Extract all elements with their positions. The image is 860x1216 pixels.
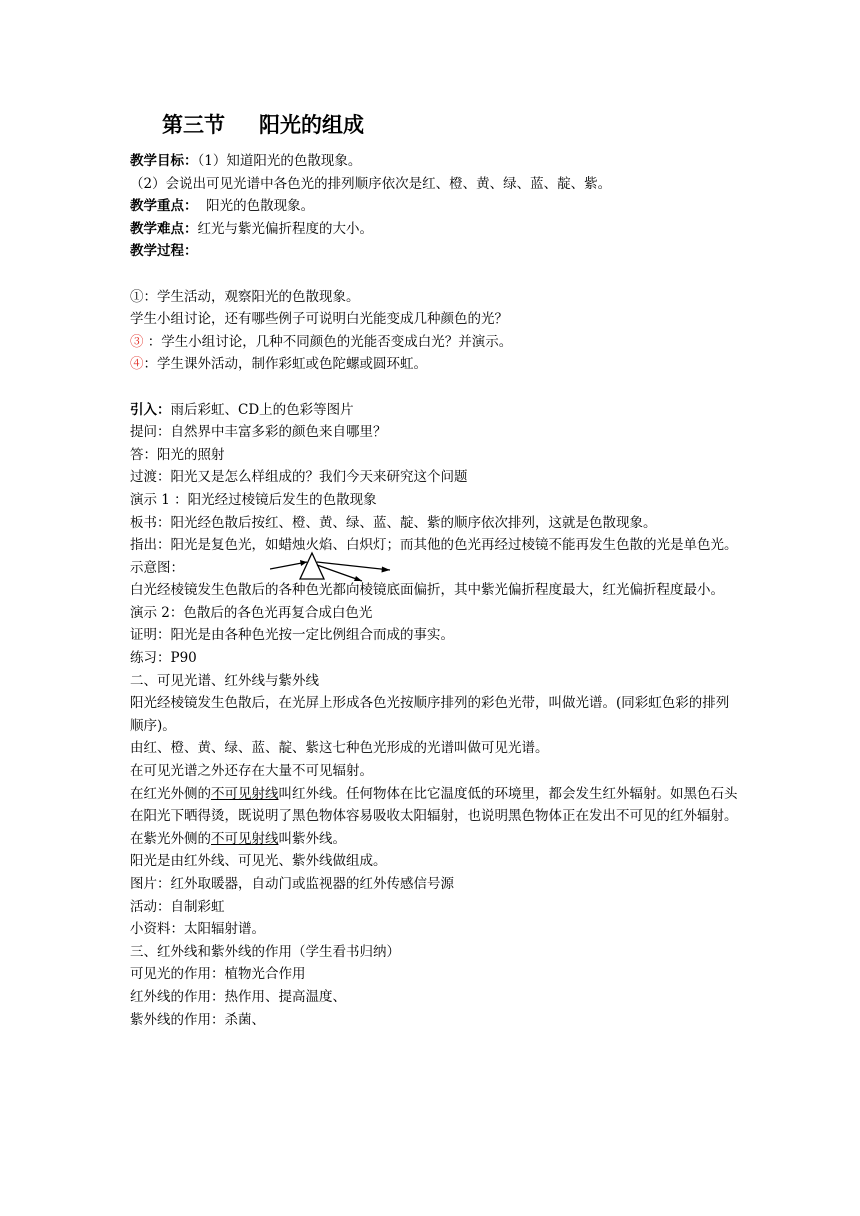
text-line: 板书：阳光经色散后按红、橙、黄、绿、蓝、靛、紫的顺序依次排列，这就是色散现象。 (130, 514, 657, 531)
goals-label: 教学目标： (130, 153, 198, 169)
text-line: 演示 2：色散后的各色光再复合成白色光 (130, 604, 373, 621)
section-heading: 三、红外线和紫外线的作用（学生看书归纳） (130, 943, 400, 960)
goals-line-2: （2）会说出可见光谱中各色光的排列顺序依次是红、橙、黄、绿、蓝、靛、紫。 (130, 175, 612, 192)
diagram-line (130, 557, 740, 580)
point-out-paragraph: 指出：阳光是复色光，如蜡烛火焰、白炽灯；而其他的色光再经过棱镜不能再发生色散的光是单色光。 (130, 537, 738, 554)
focus-line (130, 195, 740, 218)
document-page (130, 110, 740, 1031)
goals-item-1: （1）知道阳光的色散现象。 (197, 153, 362, 169)
focus-text: 阳光的色散现象。 (197, 198, 315, 215)
dispersed-arrowhead-2 (354, 576, 362, 581)
difficulty-text: 红光与紫光偏折程度的大小。 (197, 220, 373, 237)
text-line: 练习：P90 (130, 650, 197, 667)
activity-item (130, 353, 740, 376)
deflection-paragraph: 白光经棱镜发生色散后的各种色光都向棱镜底面偏折，其中紫光偏折程度最大，红光偏折程度最小。 (130, 582, 724, 599)
text-line: 过渡：阳光又是怎么样组成的？我们今天来研究这个问题 (130, 469, 468, 486)
text-line: 可见光的作用：植物光合作用 (130, 966, 306, 983)
goals-line-1 (130, 150, 740, 173)
process-line (130, 240, 740, 263)
text-line: 由红、橙、黄、绿、蓝、靛、紫这七种色光形成的光谱叫做可见光谱。 (130, 740, 549, 757)
infrared-paragraph (130, 783, 740, 828)
activity-text: ：学生课外活动，制作彩虹或色陀螺或圆环虹。 (143, 356, 427, 373)
prism-diagram (270, 551, 395, 591)
focus-label: 教学重点： (130, 198, 198, 215)
intro-line (130, 399, 740, 422)
intro-label: 引入： (130, 401, 171, 418)
text-line: 在可见光谱之外还存在大量不可见辐射。 (130, 763, 373, 780)
difficulty-label: 教学难点： (130, 220, 198, 237)
infrared-pre: 在红光外侧的 (130, 785, 211, 802)
activity-item (130, 331, 740, 354)
title-section: 第三节 (162, 113, 225, 137)
ultraviolet-underlined: 不可见射线 (211, 830, 279, 847)
activity-marker: ③ (130, 333, 144, 350)
activity-item (130, 286, 740, 309)
section-heading: 二、可见光谱、红外线与紫外线 (130, 672, 319, 689)
intro-text: 雨后彩虹、CD上的色彩等图片 (170, 401, 354, 418)
ultraviolet-post: 叫紫外线。 (278, 830, 346, 847)
activity-text: ：学生小组讨论，几种不同颜色的光能否变成白光？并演示。 (143, 333, 513, 350)
text-line: 提问：自然界中丰富多彩的颜色来自哪里？ (130, 424, 387, 441)
infrared-underlined: 不可见射线 (211, 785, 279, 802)
page-title (162, 110, 740, 140)
dispersed-arrowhead-1 (382, 566, 391, 572)
text-line: 小资料：太阳辐射谱。 (130, 921, 265, 938)
ultraviolet-line (130, 828, 740, 851)
title-topic: 阳光的组成 (259, 113, 364, 137)
activity-text: 学生小组讨论，还有哪些例子可说明白光能变成几种颜色的光？ (130, 311, 508, 328)
activity-marker: ④ (130, 356, 144, 373)
text-line: 图片：红外取暖器，自动门或监视器的红外传感信号源 (130, 876, 454, 892)
text-line: 紫外线的作用：杀菌、 (130, 1011, 265, 1028)
ultraviolet-pre: 在紫光外侧的 (130, 830, 211, 847)
activity-item (130, 308, 740, 331)
diagram-label: 示意图： (130, 559, 184, 576)
activity-marker: ① (130, 288, 144, 305)
text-line: 活动：自制彩虹 (130, 898, 225, 915)
text-line: 红外线的作用：热作用、提高温度、 (130, 988, 346, 1005)
text-line: 答：阳光的照射 (130, 446, 225, 463)
process-label: 教学过程： (130, 243, 198, 260)
activity-text: ：学生活动，观察阳光的色散现象。 (143, 288, 360, 305)
difficulty-line (130, 218, 740, 241)
text-line: 阳光是由红外线、可见光、紫外线做组成。 (130, 853, 387, 870)
text-line: 证明：阳光是由各种色光按一定比例组合而成的事实。 (130, 627, 454, 644)
spectrum-paragraph: 阳光经棱镜发生色散后，在光屏上形成各色光按顺序排列的彩色光带，叫做光谱。(同彩虹色彩的排列顺序)。 (130, 695, 730, 734)
infrared-post: 叫红外线。任何物体在比它温度低的环境里，都会发生红外辐射。如黑色石头在阳光下晒得烫，既说明了黑色物体容易吸收太阳辐射，也说明黑色物体正在发出不可见的红外辐射。 (130, 785, 738, 825)
text-line: 演示 1 ：阳光经过棱镜后发生的色散现象 (130, 491, 377, 508)
